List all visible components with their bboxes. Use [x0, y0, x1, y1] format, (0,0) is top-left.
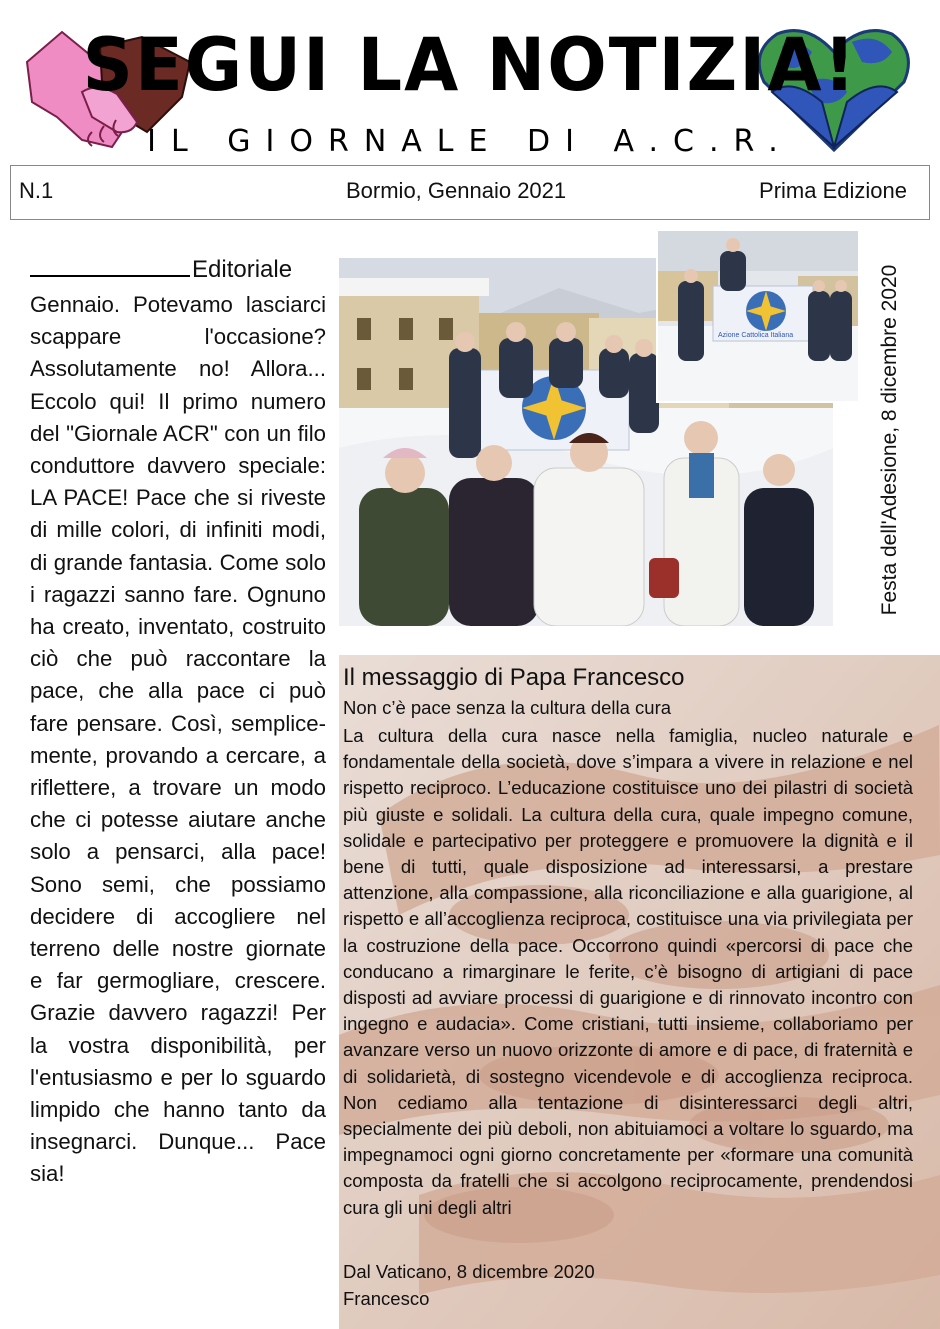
newspaper-title: SEGUI LA NOTIZIA! [82, 21, 858, 109]
pope-message-body: La cultura della cura nasce nella famiglia, nucleo naturale e fondamentale della società, dove s’impara a vivere in relazione e nel rispetto reciproco. L’educazione costituisce uno dei pilastri di società più giuste e solidali. La cultura della cura, quale impegno comune, solidale e partecipativo per proteggere e promuovere la dignità e il bene di tutti, quale disposizione ad interessarsi, a prestare attenzione, alla compassione, alla riconciliazione e alla guarigione, al rispetto e all’accoglienza reciproca, costituisce una via privilegiata per la costruzione della pace. Occorrono quindi «percorsi di pace che conducano a rimarginare le ferite, c’è bisogno di artigiani di pace disposti ad avviare processi di guarigione e di rinnovato incontro con ingegno e audacia». Come cristiani, tutti insieme, collaboriamo per avanzare verso un nuovo orizzonte di amore e di pace, di fraternità e di solidarietà, di sostegno vicendevole e di accoglienza reciproca. Non cediamo alla tentazione di disinteressarci degli altri, specialmente dei più deboli, non abituiamoci a voltare lo sguardo, ma impegnamoci ogni giorno concretamente per «formare una comunità composta da fratelli che si accolgono reciprocamente, prendendosi cura gli uni degli altri [343, 725, 913, 1218]
place-date: Bormio, Gennaio 2021 [346, 178, 567, 203]
issue-info-bar [10, 165, 930, 220]
group-photo-small [656, 229, 860, 403]
editorial-body: Gennaio. Potevamo lasciarci scappare l'occasione? Assolutamente no! Allora... Eccolo qui! Il primo numero del "Giornale ACR" con un filo conduttore davvero speciale: LA PACE! Pace che si riveste di mille colori, di infiniti modi, di grande fantasia. Come solo i ragazzi sanno fare. Ognuno ha creato, inventato, costruito ciò che può raccontare la pace, che alla pace ci può fare pensare. Così, semplicemente, provando a cercare, a riflettere, a trovare un modo che ci potesse aiutare anche solo a pensarci, alla pace! Sono semi, che possiamo decidere di accogliere nel terreno delle nostre giornate e far germogliare, crescere. Grazie davvero ragazzi! Per la vostra disponibilità, per l'entusiasmo e per lo sguardo limpido che hanno tanto da insegnarci. Dunque... Pace sia! [30, 292, 326, 1187]
edition-label: Prima Edizione [759, 178, 907, 203]
editorial-heading-text: Editoriale [192, 256, 293, 283]
pope-message-subtitle: Non c’è pace senza la cultura della cura [343, 697, 672, 718]
photo-caption-text: Festa dell'Adesione, 8 dicembre 2020 [878, 264, 901, 616]
pope-message-signature: Francesco [343, 1288, 430, 1309]
photo-caption-vertical [870, 230, 910, 650]
pope-message-place-date: Dal Vaticano, 8 dicembre 2020 [343, 1261, 595, 1282]
newspaper-subtitle: IL GIORNALE DI A.C.R. [147, 124, 793, 159]
flag-text: Azione Cattolica Italiana [718, 332, 794, 339]
group-photo-small-image [658, 231, 858, 401]
pope-message-title: Il messaggio di Papa Francesco [343, 664, 685, 691]
editorial-heading [30, 255, 330, 284]
issue-number: N.1 [19, 178, 54, 203]
heading-rule [30, 255, 190, 277]
